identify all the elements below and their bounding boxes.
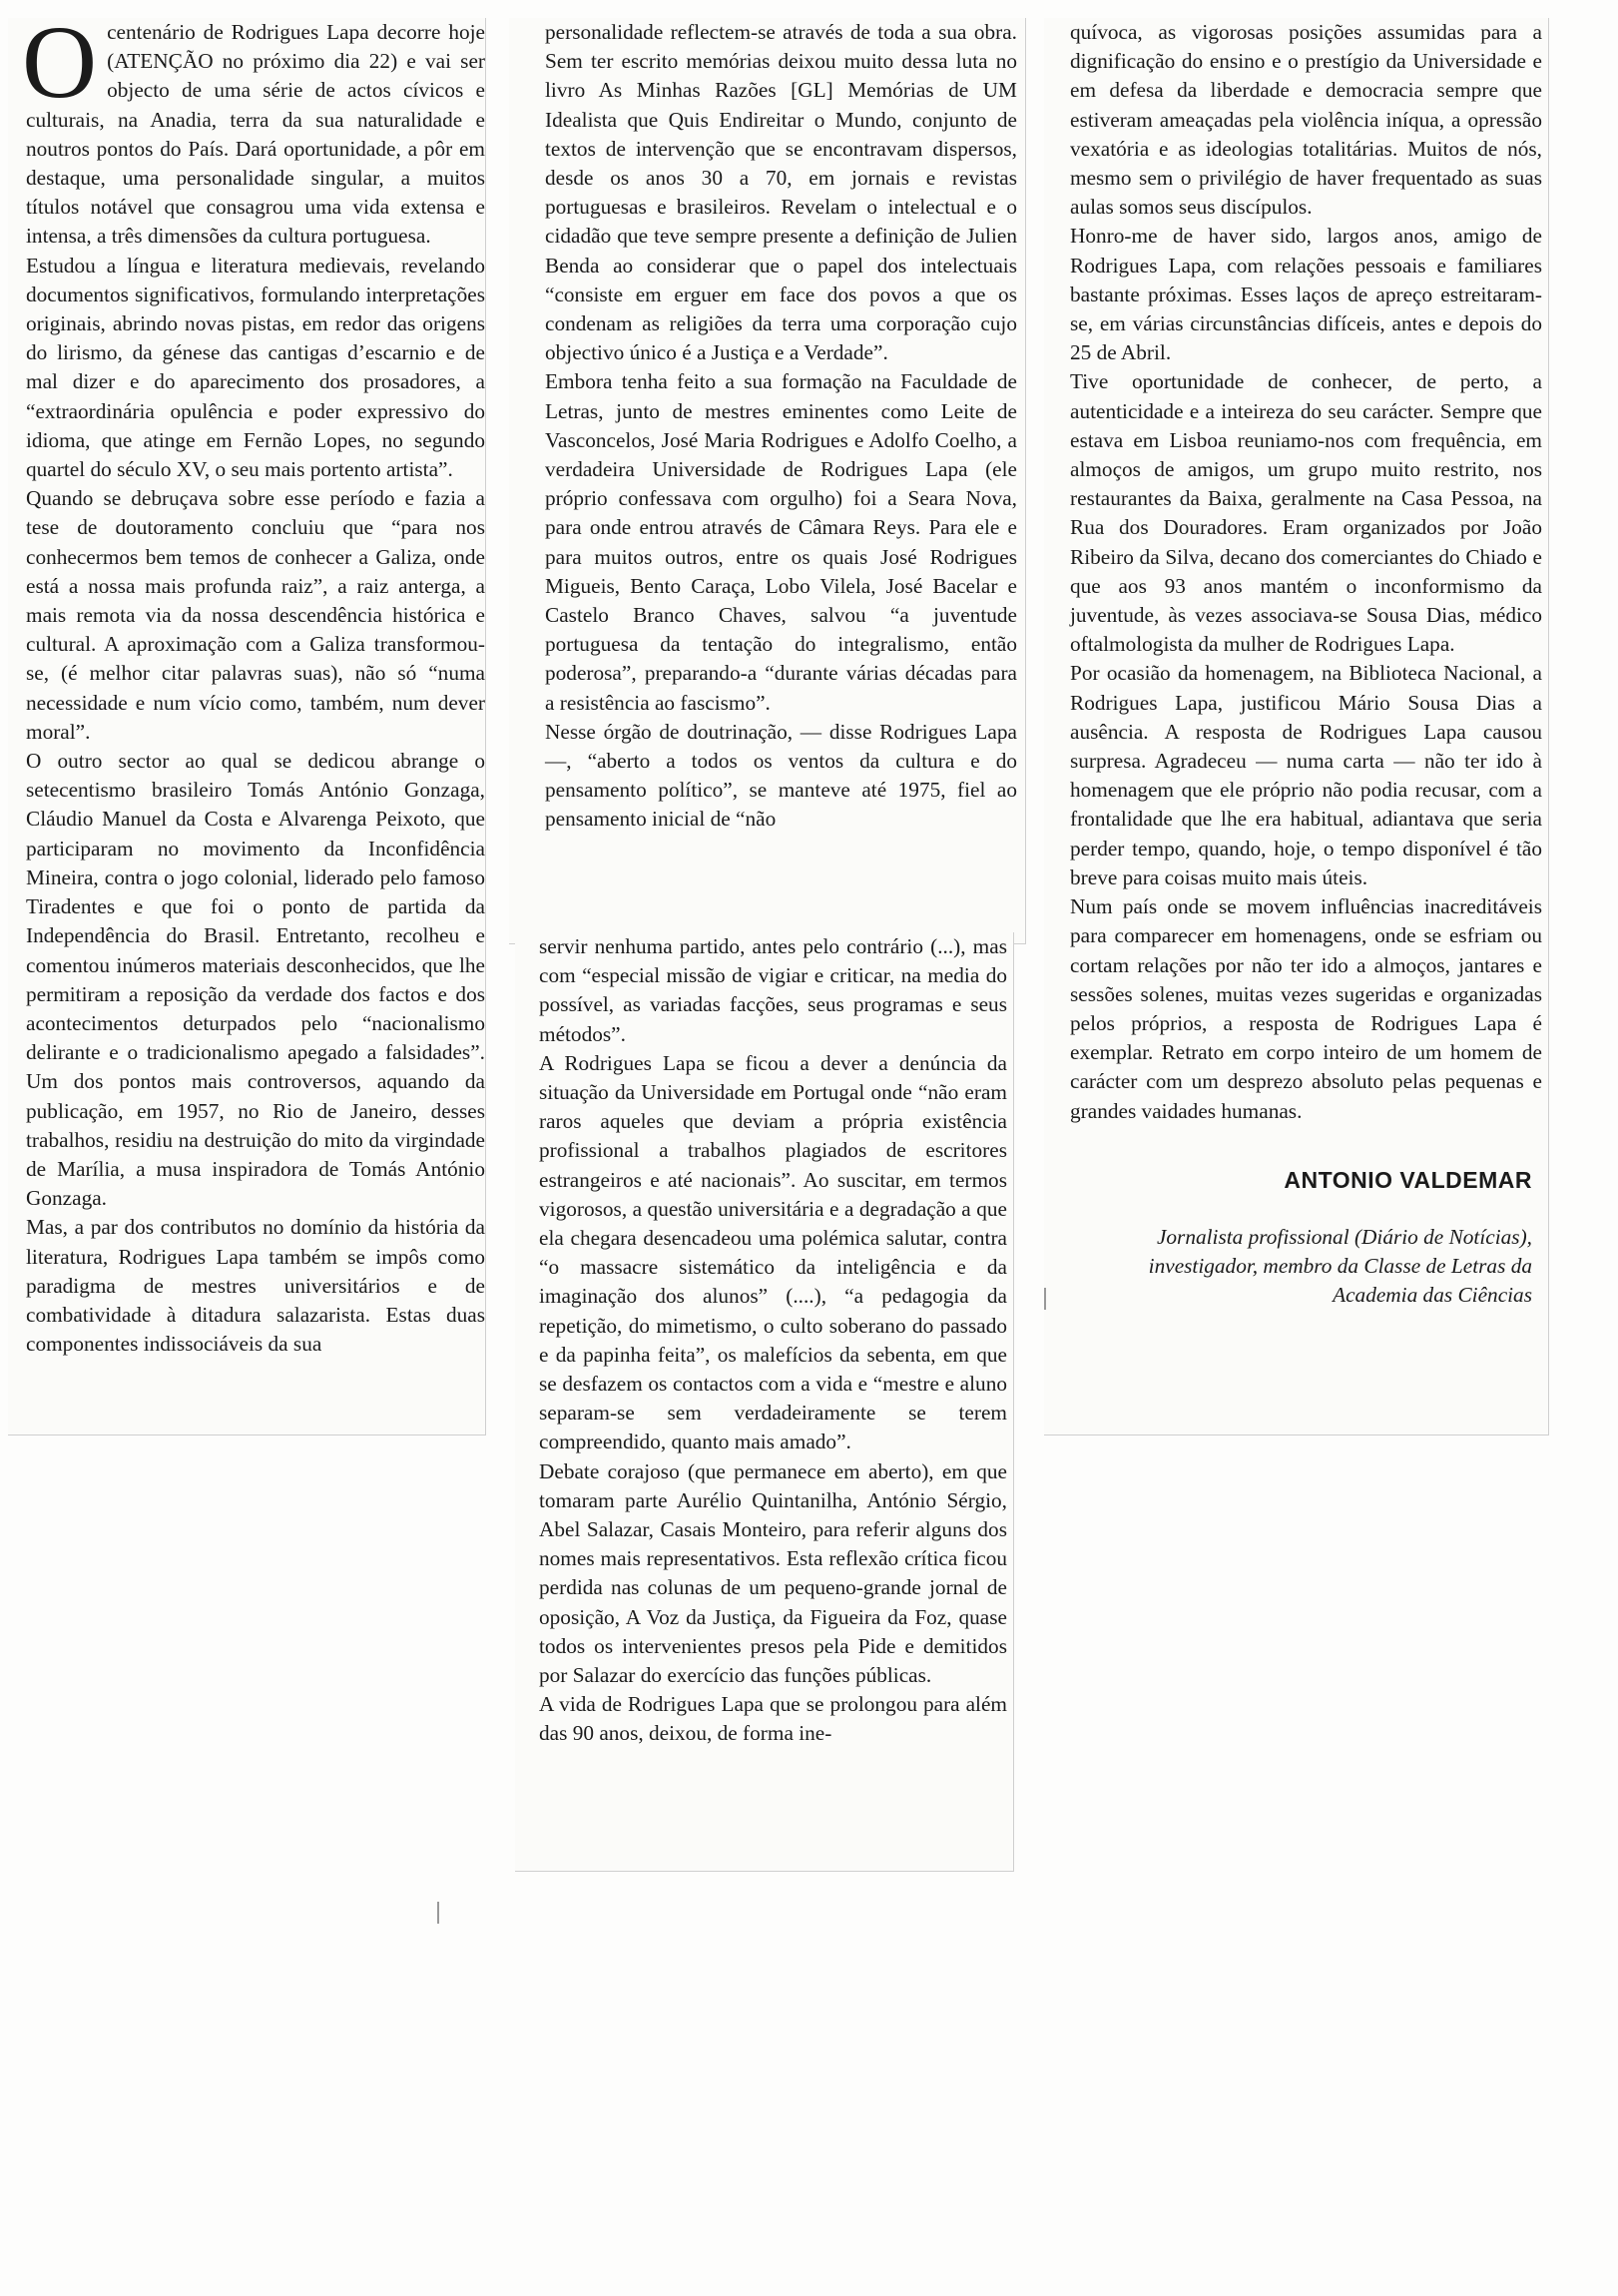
- paragraph: A Rodrigues Lapa se ficou a dever a denúncia da situação da Universidade em Portugal onde “não eram raros aqueles que deviam a própria existência profissional a trabalhos plagiados de escritores estrangeiros e até nacionais”. Ao suscitar, em termos vigorosos, a questão universitária e a degradação a que ela chegara desencadeou uma polémica salutar, contra “o massacre sistemático da inteligência e da imaginação dos alunos” (....), “a pedagogia da repetição, do mimetismo, o culto soberano do passado e da papinha feita”, os malefícios da sebenta, em que se desfazem os contactos com a vida e “mestre e aluno separam-se sem verdadeiramente se terem compreendido, quanto mais amado”.: [539, 1050, 1007, 1454]
- paragraph: O outro sector ao qual se dedicou abrange o setecentismo brasileiro Tomás António Gonzaga, Cláudio Manuel da Costa e Alvarenga Peixoto, que participaram no movimento da Inconfidência Mineira, contra o jogo colonial, liderado pelo famoso Tiradentes e que foi o ponto de partida da Independência do Brasil. Entretanto, recolheu e comentou inúmeros materiais desconhecidos, que lhe permitiram a reposição da verdade dos factos e dos acontecimentos deturpados pelo “nacionalismo delirante e o tradicionalismo apegado a falsidades”. Um dos pontos mais controversos, aquando da publicação, em 1957, no Rio de Janeiro, desses trabalhos, residiu na destruição do mito da virgindade de Marília, a musa inspiradora de Tomás António Gonzaga.: [26, 749, 485, 1211]
- paragraph: centenário de Rodrigues Lapa decorre hoje (ATENÇÃO no próximo dia 22) e vai ser objecto de uma série de actos cívicos e culturais, na Anadia, terra da sua naturalidade e noutros pontos do País. Dará oportunidade, a pôr em destaque, uma personalidade singular, a muitos títulos notável que consagrou uma vida extensa e intensa, a três dimensões da cultura portuguesa.: [26, 20, 485, 249]
- paragraph: servir nenhuma partido, antes pelo contrário (...), mas com “especial missão de vigiar e criticar, na media do possível, as variadas facções, seus programas e seus métodos”.: [539, 934, 1007, 1046]
- paragraph: Debate corajoso (que permanece em aberto), em que tomaram parte Aurélio Quintanilha, António Sérgio, Abel Salazar, Casais Monteiro, para referir alguns dos nomes mais representativos. Esta reflexão crítica ficou perdida nas colunas de um pequeno-grande jornal de oposição, A Voz da Justiça, da Figueira da Foz, quase todos os intervenientes presos pela Pide e demitidos por Salazar do exercício das funções públicas.: [539, 1458, 1007, 1688]
- author-bio: Jornalista profissional (Diário de Notícias), investigador, membro da Classe de Letras da Academia das Ciências: [1148, 1224, 1532, 1308]
- scan-mark: [437, 1902, 439, 1924]
- drop-cap: O: [22, 18, 98, 120]
- paragraph: Honro-me de haver sido, largos anos, amigo de Rodrigues Lapa, com relações pessoais e familiares bastante próximas. Esses laços de apreço estreitaram-se, em várias circunstâncias difíceis, antes e depois do 25 de Abril.: [1070, 224, 1542, 365]
- article-column-2-top: [509, 18, 1026, 944]
- paragraph: Estudou a língua e literatura medievais, revelando documentos significativos, formulando interpretações originais, abrindo novas pistas, em redor das origens do lirismo, da génese das cantigas d’escarnio e de mal dizer e do aparecimento dos prosadores, a “extraordinária opulência e poder expressivo do idioma, que atinge em Fernão Lopes, no segundo quartel do século XV, o seu mais portento artista”.: [26, 253, 485, 482]
- paragraph: Num país onde se movem influências inacreditáveis para comparecer em homenagens, onde se esfriam ou cortam relações por não ter ido a almoços, jantares e sessões solenes, muitas vezes sugeridas e organizadas pelos próprios, a resposta de Rodrigues Lapa é exemplar. Retrato em corpo inteiro de um homem de carácter com um desprezo absoluto pelas pequenas e grandes vaidades humanas.: [1070, 894, 1542, 1123]
- paragraph: Por ocasião da homenagem, na Biblioteca Nacional, a Rodrigues Lapa, justificou Mário Sousa Dias a ausência. A resposta de Rodrigues Lapa causou surpresa. Agradeceu — numa carta — não ter ido à homenagem que ele próprio não podia recusar, com a frontalidade que lhe era habitual, adiantava que seria perder tempo, quando, hoje, o tempo disponível é tão breve para coisas muito mais úteis.: [1070, 661, 1542, 889]
- paragraph: Mas, a par dos contributos no domínio da história da literatura, Rodrigues Lapa também se impôs como paradigma de mestres universitários e de combatividade à ditadura salazarista. Estas duas componentes indissociáveis da sua: [26, 1215, 485, 1357]
- paragraph: Tive oportunidade de conhecer, de perto, a autenticidade e a inteireza do seu carácter. Sempre que estava em Lisboa reuniamo-nos com frequência, em almoços de amigos, um grupo muito restrito, nos restaurantes da Baixa, geralmente na Casa Pessoa, na Rua dos Douradores. Eram organizados por João Ribeiro da Silva, decano dos comerciantes do Chiado e que aos 93 anos mantém o inconformismo da juventude, às vezes associava-se Sousa Dias, médico oftalmologista da mulher de Rodrigues Lapa.: [1070, 369, 1542, 657]
- paragraph: Nesse órgão de doutrinação, — disse Rodrigues Lapa —, “aberto a todos os ventos da cultura e do pensamento político”, se manteve até 1975, fiel ao pensamento inicial de “não: [545, 719, 1017, 832]
- scan-mark: [1044, 1288, 1046, 1310]
- paragraph: A vida de Rodrigues Lapa que se prolongou para além das 90 anos, deixou, de forma ine-: [539, 1692, 1007, 1746]
- paragraph: Quando se debruçava sobre esse período e fazia a tese de doutoramento concluiu que “para nos conhecermos bem temos de conhecer a Galiza, onde está a nossa mais profunda raiz”, a raiz anterga, a mais remota via da nossa descendência histórica e cultural. A aproximação com a Galiza transformou-se, (é melhor citar palavras suas), não só “numa necessidade e num vício como, também, num dever moral”.: [26, 486, 485, 744]
- author-name: ANTONIO VALDEMAR: [1284, 1166, 1532, 1193]
- article-column-2-bottom: [515, 932, 1014, 1872]
- article-column-3: [1044, 18, 1549, 1435]
- paragraph: quívoca, as vigorosas posições assumidas para a dignificação do ensino e o prestígio da Universidade e em defesa da liberdade e democracia sempre que estiveram ameaçadas pela violência iníqua, a opressão vexatória e as ideologias totalitárias. Muitos de nós, mesmo sem o privilégio de haver frequentado as suas aulas somos seus discípulos.: [1070, 20, 1542, 220]
- paragraph: Embora tenha feito a sua formação na Faculdade de Letras, junto de mestres eminentes como Leite de Vasconcelos, José Maria Rodrigues e Adolfo Coelho, a verdadeira Universidade de Rodrigues Lapa (ele próprio confessava com orgulho) foi a Seara Nova, para onde entrou através de Câmara Reys. Para ele e para muitos outros, entre os quais José Rodrigues Migueis, Bento Caraça, Lobo Vilela, José Bacelar e Castelo Branco Chaves, salvou “a juventude portuguesa da tentação do integralismo, então poderosa”, preparando-a “durante várias décadas para a resistência ao fascismo”.: [545, 369, 1017, 715]
- article-column-1: [8, 18, 486, 1435]
- paragraph: personalidade reflectem-se através de toda a sua obra. Sem ter escrito memórias deixou muito dessa luta no livro As Minhas Razões [GL] Memórias de UM Idealista que Quis Endireitar o Mundo, conjunto de textos de intervenção que se encontravam dispersos, desde os anos 30 a 70, em jornais e revistas portuguesas e brasileiros. Revelam o intelectual e o cidadão que teve sempre presente a definição de Julien Benda ao considerar que o papel dos intelectuais “consiste em erguer em face dos povos a que os condenam as religiões da terra uma corporação cujo objectivo único é a Justiça e a Verdade”.: [545, 20, 1017, 365]
